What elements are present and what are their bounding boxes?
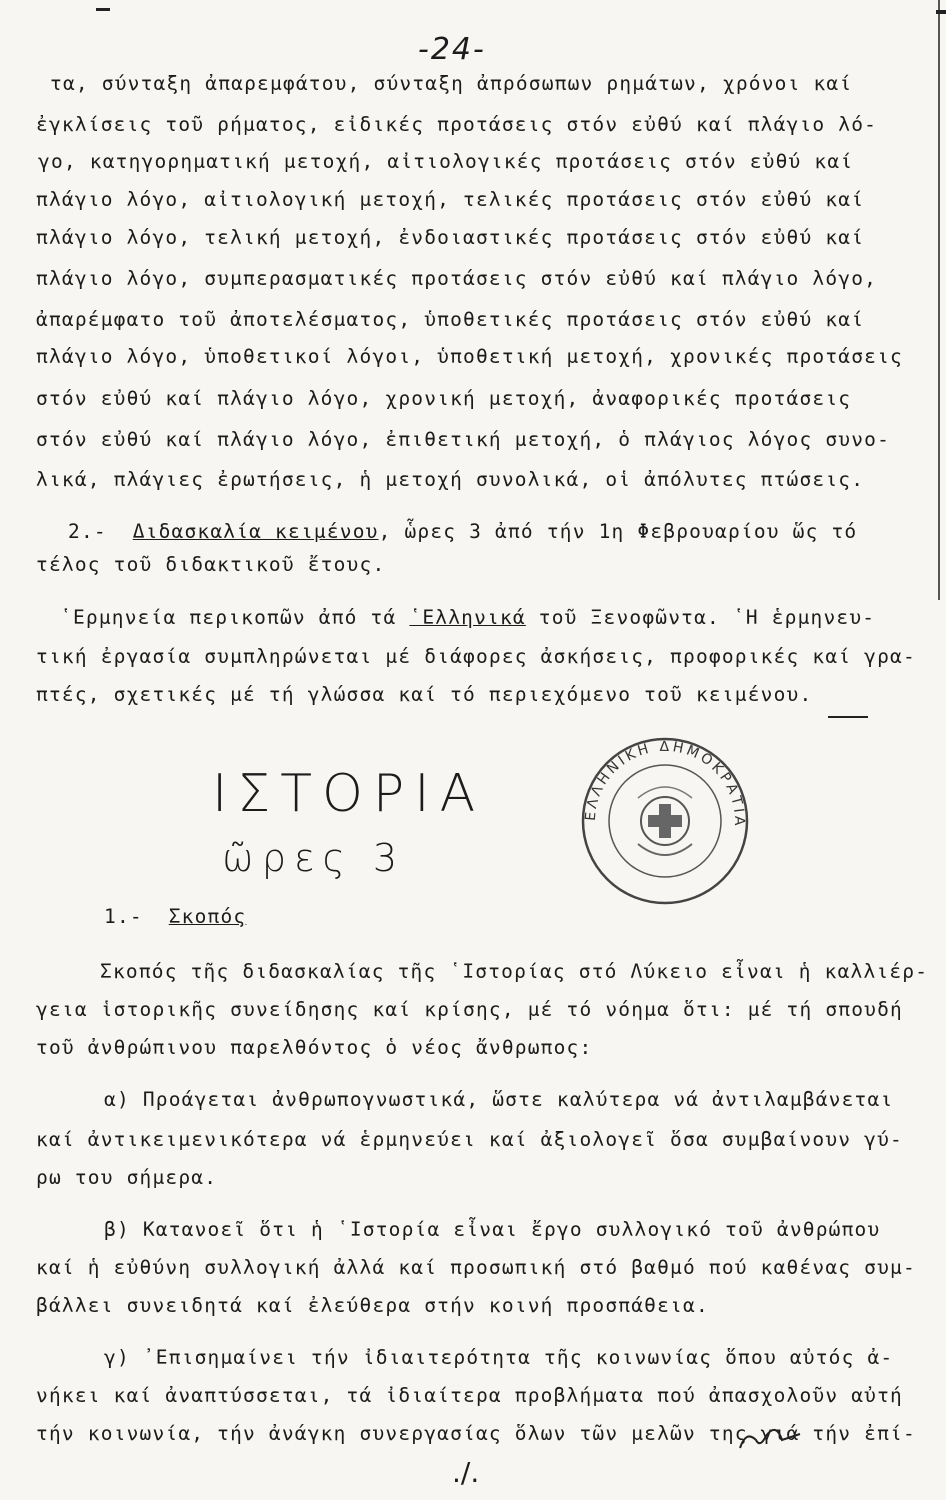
text-line: ἀπαρέμφατο τοῦ ἀποτελέσματος, ὑποθετικές προτάσεις στόν εὐθύ καί bbox=[36, 308, 865, 331]
handwritten-title: ΙΣΤΟΡΙΑ bbox=[212, 764, 486, 824]
text-line: πλάγιο λόγο, τελική μετοχή, ἐνδοιαστικές προτάσεις στόν εὐθύ καί bbox=[36, 226, 865, 249]
handwritten-initials bbox=[736, 1418, 806, 1458]
text-line: λικά, πλάγιες ἐρωτήσεις, ἡ μετοχή συνολικά, οἱ ἀπόλυτες πτώσεις. bbox=[36, 468, 865, 491]
text-line bbox=[60, 606, 875, 629]
list-item-line: ρω του σήμερα. bbox=[36, 1166, 218, 1189]
section1-heading bbox=[104, 905, 246, 928]
text-line: τέλος τοῦ διδακτικοῦ ἔτους. bbox=[36, 553, 386, 576]
official-seal-stamp bbox=[578, 734, 753, 909]
section-number: 1.- bbox=[104, 905, 143, 928]
list-item-line: καί ἀντικειμενικότερα νά ἑρμηνεύει καί ἀξιολογεῖ ὅσα συμβαίνουν γύ- bbox=[36, 1128, 903, 1151]
text-line: γεια ἱστορικῆς συνείδησης καί κρίσης, μέ τό νόημα ὅτι: μέ τή σπουδή bbox=[36, 998, 903, 1021]
list-item-line: τήν κοινωνία, τήν ἀνάγκη συνεργασίας ὅλων τῶν μελῶν της γιά τήν ἐπί- bbox=[36, 1422, 916, 1445]
list-item-line: γ) ᾿Επισημαίνει τήν ἰδιαιτερότητα τῆς κοινωνίας ὅπου αὐτός ἀ- bbox=[104, 1346, 894, 1369]
margin-dash bbox=[828, 716, 868, 718]
text-line: πτές, σχετικές μέ τή γλώσσα καί τό περιεχόμενο τοῦ κειμένου. bbox=[36, 683, 813, 706]
text-line: στόν εὐθύ καί πλάγιο λόγο, χρονική μετοχή, ἀναφορικές προτάσεις bbox=[36, 387, 852, 410]
text-line: πλάγιο λόγο, ὑποθετικοί λόγοι, ὑποθετική μετοχή, χρονικές προτάσεις bbox=[36, 345, 903, 368]
text-fragment: ῾Ερμηνεία περικοπῶν ἀπό τά bbox=[60, 606, 410, 629]
text-line: τοῦ ἀνθρώπινου παρελθόντος ὁ νέος ἄνθρωπος: bbox=[36, 1036, 593, 1059]
section-title: Διδασκαλία κειμένου bbox=[132, 520, 379, 543]
text-line: πλάγιο λόγο, αἰτιολογική μετοχή, τελικές προτάσεις στόν εὐθύ καί bbox=[36, 188, 865, 211]
section-title: Σκοπός bbox=[168, 905, 247, 928]
list-item-line: α) Προάγεται ἀνθρωπογνωστικά, ὥστε καλύτερα νά ἀντιλαμβάνεται bbox=[104, 1088, 894, 1111]
text-line: στόν εὐθύ καί πλάγιο λόγο, ἐπιθετική μετοχή, ὁ πλάγιος λόγος συνο- bbox=[36, 428, 891, 451]
svg-text:ΕΛΛΗΝΙΚΗ ΔΗΜΟΚΡΑΤΙΑ: ΕΛΛΗΝΙΚΗ ΔΗΜΟΚΡΑΤΙΑ bbox=[582, 738, 748, 829]
handwritten-hours: ῶρες 3 bbox=[222, 836, 406, 880]
text-line: γο, κατηγορηματική μετοχή, αἰτιολογικές προτάσεις στόν εὐθύ καί bbox=[38, 150, 854, 173]
list-item-line: β) Κατανοεῖ ὅτι ἡ ῾Ιστορία εἶναι ἔργο συλλογικό τοῦ ἀνθρώπου bbox=[104, 1218, 881, 1241]
text-line: τική ἐργασία συμπληρώνεται μέ διάφορες ἀσκήσεις, προφορικές καί γρα- bbox=[36, 645, 916, 668]
text-line: τα, σύνταξη ἀπαρεμφάτου, σύνταξη ἀπρόσωπων ρημάτων, χρόνοι καί bbox=[50, 72, 853, 95]
text-line: πλάγιο λόγο, συμπερασματικές προτάσεις στόν εὐθύ καί πλάγιο λόγο, bbox=[36, 267, 878, 290]
top-mark bbox=[96, 8, 110, 11]
list-item-line: βάλλει συνειδητά καί ἐλεύθερα στήν κοινή προσπάθεια. bbox=[36, 1294, 709, 1317]
section2-heading bbox=[68, 520, 857, 543]
list-item-line: καί ἡ εὐθύνη συλλογική ἀλλά καί προσωπική στό βαθμό πού καθένας συμ- bbox=[36, 1256, 916, 1279]
text-line: ἐγκλίσεις τοῦ ρήματος, εἰδικές προτάσεις στόν εὐθύ καί πλάγιο λό- bbox=[36, 113, 878, 136]
continuation-mark: ./. bbox=[452, 1456, 480, 1489]
text-fragment: τοῦ Ξενοφῶντα. ῾Η ἑρμηνευ- bbox=[525, 606, 876, 629]
text-line: Σκοπός τῆς διδασκαλίας τῆς ῾Ιστορίας στό Λύκειο εἶναι ἡ καλλιέρ- bbox=[100, 960, 929, 983]
right-tick-mark bbox=[936, 10, 946, 14]
section-number: 2.- bbox=[68, 520, 107, 543]
page-number: -24- bbox=[418, 32, 486, 67]
section-rest: , ὧρες 3 ἀπό τήν 1η Φεβρουαρίου ὥς τό bbox=[378, 520, 858, 543]
underlined-work-title: ῾Ελληνικά bbox=[409, 606, 526, 629]
right-border-line bbox=[938, 0, 940, 600]
list-item-line: νήκει καί ἀναπτύσσεται, τά ἰδιαίτερα προβλήματα πού ἀπασχολοῦν αὐτή bbox=[36, 1384, 903, 1407]
